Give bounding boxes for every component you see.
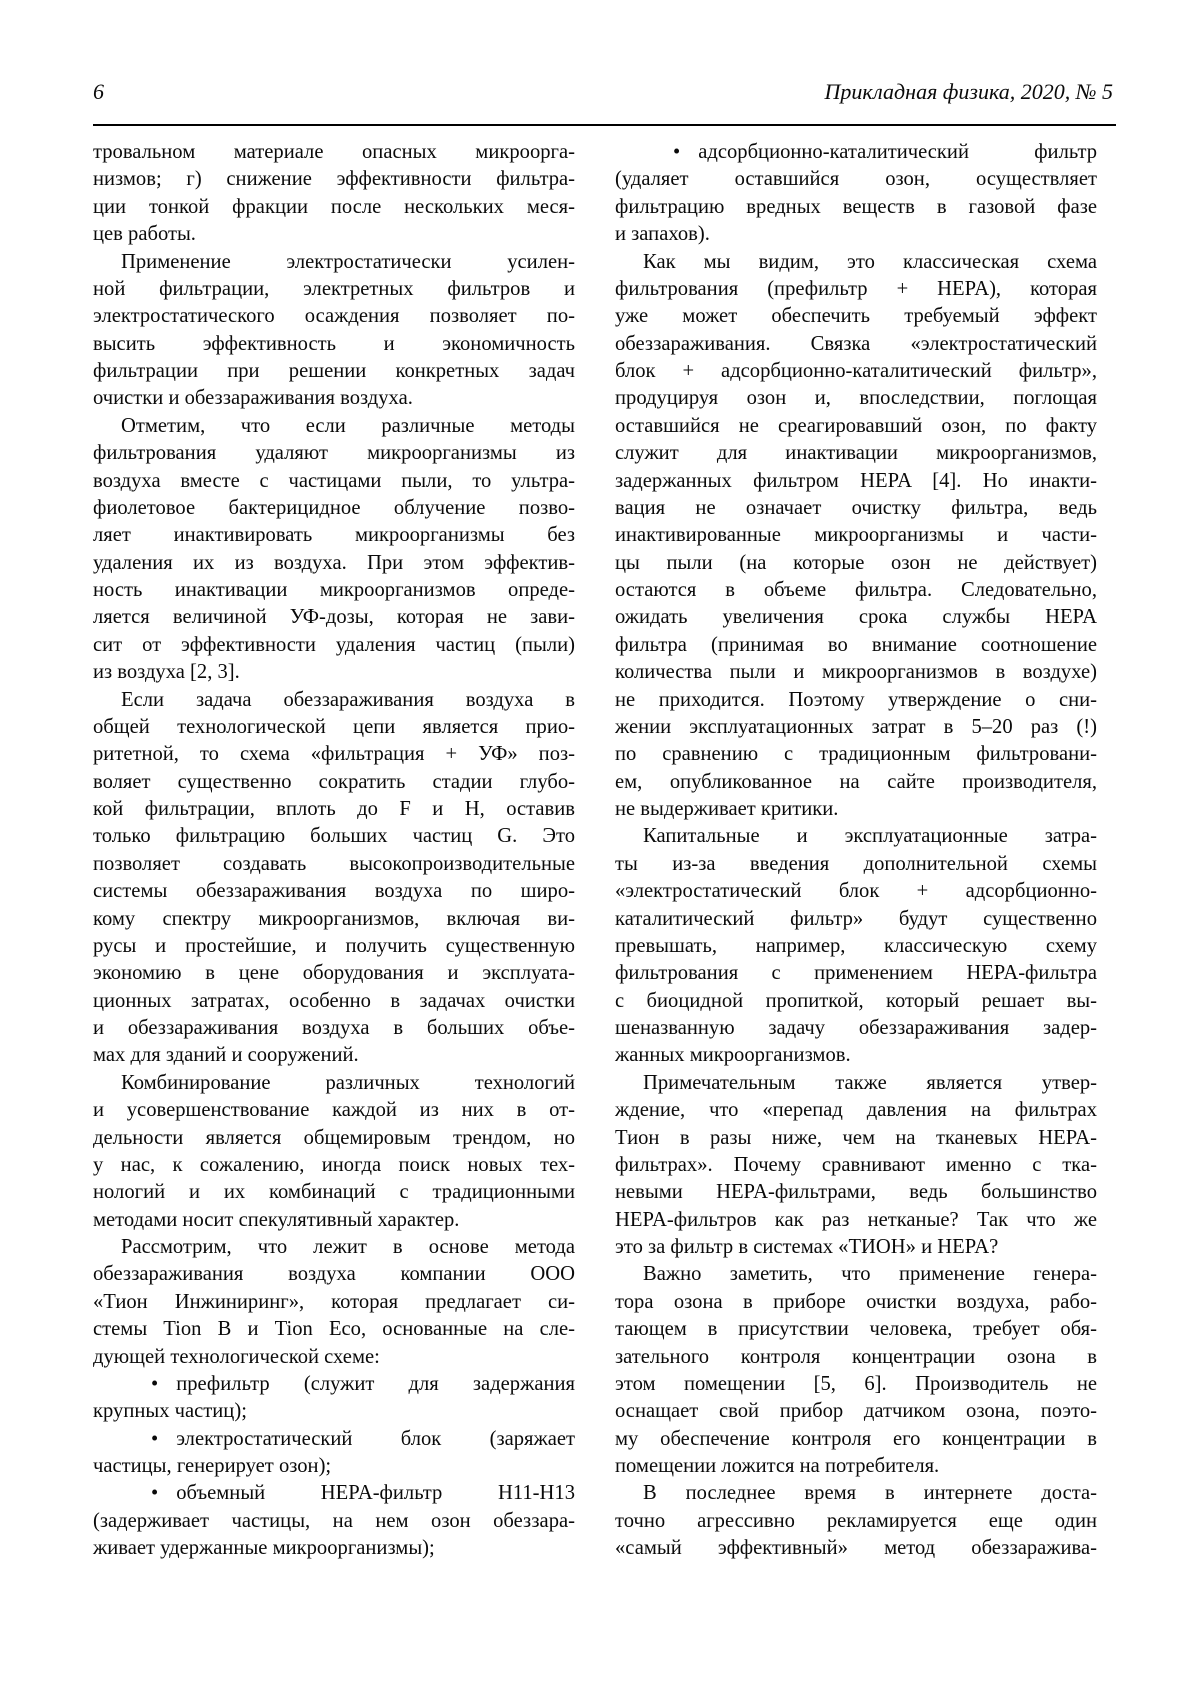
paragraph	[615, 823, 1097, 1069]
text-line: превышать, например, классическую схему	[615, 934, 1097, 957]
text-line: оснащает свой прибор датчиком озона, поэто-	[615, 1400, 1097, 1423]
text-line: системы обеззараживания воздуха по широ-	[93, 880, 575, 903]
header-rule	[93, 124, 1116, 126]
text-line: (удаляет оставшийся озон, осуществляет	[615, 168, 1097, 191]
text-line: воздуха вместе с частицами пыли, то ультра-	[93, 469, 575, 492]
text-line: ционных затратах, особенно в задачах очистки	[93, 989, 575, 1012]
text-line: ем, опубликованное на сайте производителя,	[615, 770, 1097, 793]
text-line: и усовершенствование каждой из них в от-	[93, 1099, 575, 1122]
text-line: только фильтрацию больших частиц G. Это	[93, 825, 575, 848]
text-line: обеззараживания воздуха компании ООО	[93, 1263, 575, 1286]
text-line: ты из-за введения дополнительной схемы	[615, 852, 1097, 875]
bullet-paragraph	[93, 1371, 575, 1426]
text-line: фильтрации при решении конкретных задач	[93, 360, 575, 382]
text-line: и обеззараживания воздуха в больших объе-	[93, 1017, 575, 1039]
text-line: инактивированные микроорганизмы и части-	[615, 524, 1097, 547]
text-line: • префильтр (служит для задержания	[151, 1372, 575, 1395]
text-line: фильтрования (префильтр + HEPA), которая	[615, 277, 1097, 300]
text-line: • электростатический блок (заряжает	[151, 1427, 575, 1450]
text-line: кой фильтрации, вплоть до F и H, оставив	[93, 798, 575, 820]
text-line: не приходится. Поэтому утверждение о сни-	[615, 688, 1097, 711]
column-left	[93, 139, 575, 1563]
text-line: ляет инактивировать микроорганизмы без	[93, 524, 575, 547]
text-line: служит для инактивации микроорганизмов,	[615, 442, 1097, 465]
text-line: фильтрования с применением HEPA-фильтра	[615, 962, 1097, 985]
text-line: (задерживает частицы, на нем озон обеззара-	[93, 1509, 575, 1532]
text-line: блок + адсорбционно-каталитический фильтр»,	[615, 360, 1097, 382]
text-line: из воздуха [2, 3].	[93, 661, 240, 684]
text-line: вация не означает очистку фильтра, ведь	[615, 496, 1097, 519]
paragraph	[93, 687, 575, 1070]
text-line: точно агрессивно рекламируется еще один	[615, 1509, 1097, 1532]
bullet-icon: •	[673, 141, 681, 163]
text-line: у нас, к сожалению, иногда поиск новых тех-	[93, 1153, 575, 1176]
text-line: удаления их из воздуха. При этом эффектив-	[93, 551, 575, 574]
paragraph	[93, 1070, 575, 1234]
text-line: ждение, что «перепад давления на фильтрах	[615, 1099, 1097, 1122]
text-line: продуцируя озон и, впоследствии, поглощая	[615, 387, 1097, 410]
text-line: «электростатический блок + адсорбционно-	[615, 880, 1097, 903]
text-line: Тион в разы ниже, чем на тканевых HEPA-	[615, 1126, 1097, 1149]
text-line: Как мы видим, это классическая схема	[643, 250, 1097, 273]
text-line: с биоцидной пропиткой, который решает вы-	[615, 989, 1097, 1012]
text-line: невыми HEPA-фильтрами, ведь большинство	[615, 1181, 1097, 1204]
text-line: остаются в объеме фильтра. Следовательно,	[615, 579, 1097, 601]
paragraph	[615, 1070, 1097, 1262]
text-line: фильтрования удаляют микроорганизмы из	[93, 442, 575, 465]
text-line: и запахов).	[615, 223, 710, 246]
bullet-paragraph	[93, 1480, 575, 1562]
text-line: кому спектру микроорганизмов, включая ви-	[93, 907, 575, 930]
paragraph	[93, 413, 575, 687]
text-line: Капитальные и эксплуатационные затра-	[643, 825, 1097, 848]
article-body	[93, 139, 1097, 1563]
text-line: Важно заметить, что применение генера-	[643, 1263, 1097, 1286]
text-line: дующей технологической схеме:	[93, 1345, 380, 1368]
text-line: тора озона в приборе очистки воздуха, рабо-	[615, 1290, 1097, 1313]
text-line: помещении ложится на потребителя.	[615, 1455, 940, 1477]
text-line: мах для зданий и сооружений.	[93, 1044, 359, 1067]
text-line: ляется величиной УФ-дозы, которая не зави-	[93, 606, 575, 629]
journal-title: Прикладная физика, 2020, № 5	[824, 79, 1113, 104]
text-line: обеззараживания. Связка «электростатический	[615, 332, 1097, 355]
text-line: общей технологической цепи является прио-	[93, 715, 575, 738]
text-line: «Тион Инжиниринг», которая предлагает си-	[93, 1290, 575, 1313]
text-line: фильтрацию вредных веществ в газовой фазе	[615, 195, 1097, 218]
text-line: ожидать увеличения срока службы HEPA	[615, 606, 1097, 629]
text-line: фиолетовое бактерицидное облучение позво-	[93, 496, 575, 519]
bullet-paragraph	[615, 139, 1097, 249]
text-line: по сравнению с традиционным фильтровани-	[615, 743, 1097, 766]
column-right	[615, 139, 1097, 1563]
text-line: Рассмотрим, что лежит в основе метода	[121, 1236, 575, 1258]
page-number: 6	[93, 79, 104, 104]
text-line: шеназванную задачу обеззараживания задер-	[615, 1017, 1097, 1039]
text-line: сит от эффективности удаления частиц (пыли)	[93, 633, 575, 656]
paragraph	[93, 1234, 575, 1371]
text-line: фильтра (принимая во внимание соотношение	[615, 633, 1097, 656]
text-line: дельности является общемировым трендом, но	[93, 1126, 575, 1149]
text-line: частицы, генерирует озон);	[93, 1455, 332, 1477]
text-line: ритетной, то схема «фильтрация + УФ» поз-	[93, 743, 575, 766]
page-header	[93, 80, 1113, 104]
text-line: экономию в цене оборудования и эксплуата-	[93, 962, 575, 985]
paragraph	[93, 139, 575, 249]
text-line: жанных микроорганизмов.	[615, 1044, 851, 1067]
text-line: методами носит спекулятивный характер.	[93, 1208, 460, 1231]
text-line: не выдерживает критики.	[615, 798, 839, 820]
bullet-paragraph	[93, 1426, 575, 1481]
text-line: фильтрах». Почему сравнивают именно с тка-	[615, 1153, 1097, 1176]
text-line: ции тонкой фракции после нескольких меся-	[93, 195, 575, 218]
text-line: низмов; г) снижение эффективности фильтра-	[93, 168, 575, 191]
text-line: уже может обеспечить требуемый эффект	[615, 305, 1097, 328]
text-line: очистки и обеззараживания воздуха.	[93, 387, 413, 410]
text-line: задержанных фильтром HEPA [4]. Но инакти-	[615, 469, 1097, 492]
text-line: В последнее время в интернете доста-	[643, 1482, 1097, 1505]
text-line: Если задача обеззараживания воздуха в	[121, 688, 575, 711]
text-line: воляет существенно сократить стадии глубо-	[93, 770, 575, 793]
text-line: Комбинирование различных технологий	[121, 1071, 575, 1094]
text-line: количества пыли и микроорганизмов в воздухе)	[615, 661, 1097, 684]
text-line: му обеспечение контроля его концентрации в	[615, 1427, 1097, 1450]
bullet-icon: •	[151, 1372, 159, 1395]
text-line: • адсорбционно-каталитический фильтр	[673, 141, 1097, 163]
text-line: крупных частиц);	[93, 1400, 247, 1423]
text-line: тровальном материале опасных микроорга-	[93, 141, 575, 163]
paragraph	[615, 249, 1097, 824]
text-line: ность инактивации микроорганизмов опреде-	[93, 579, 575, 601]
text-line: Отметим, что если различные методы	[121, 414, 575, 437]
text-line: «самый эффективный» метод обеззаражива-	[615, 1537, 1097, 1560]
text-line: зательного контроля концентрации озона в	[615, 1345, 1097, 1368]
text-line: высить эффективность и экономичность	[93, 332, 575, 355]
text-line: цы пыли (на которые озон не действует)	[615, 551, 1097, 574]
text-line: Примечательным также является утвер-	[643, 1071, 1097, 1094]
text-line: это за фильтр в системах «ТИОН» и HEPA?	[615, 1236, 999, 1258]
text-line: тающем в присутствии человека, требует обя-	[615, 1318, 1097, 1341]
text-line: нологий и их комбинаций с традиционными	[93, 1181, 575, 1204]
bullet-icon: •	[151, 1482, 159, 1505]
paragraph	[93, 249, 575, 413]
text-line: русы и простейшие, и получить существенную	[93, 934, 575, 957]
text-line: каталитический фильтр» будут существенно	[615, 907, 1097, 930]
text-line: этом помещении [5, 6]. Производитель не	[615, 1372, 1097, 1395]
text-line: HEPA-фильтров как раз нетканые? Так что же	[615, 1208, 1097, 1231]
text-line: • объемный HEPA-фильтр H11-H13	[151, 1482, 575, 1505]
text-line: стемы Tion B и Tion Eco, основанные на сле-	[93, 1318, 575, 1341]
paragraph	[615, 1480, 1097, 1562]
text-line: живает удержанные микроорганизмы);	[93, 1537, 435, 1560]
text-line: жении эксплуатационных затрат в 5–20 раз (!)	[615, 715, 1097, 738]
text-line: ной фильтрации, электретных фильтров и	[93, 277, 575, 300]
text-line: Применение электростатически усилен-	[121, 250, 575, 273]
text-line: оставшийся не среагировавший озон, по факту	[615, 414, 1097, 437]
text-line: позволяет создавать высокопроизводительные	[93, 852, 575, 875]
text-line: электростатического осаждения позволяет по-	[93, 305, 575, 328]
bullet-icon: •	[151, 1427, 159, 1450]
text-line: цев работы.	[93, 223, 196, 246]
paragraph	[615, 1261, 1097, 1480]
